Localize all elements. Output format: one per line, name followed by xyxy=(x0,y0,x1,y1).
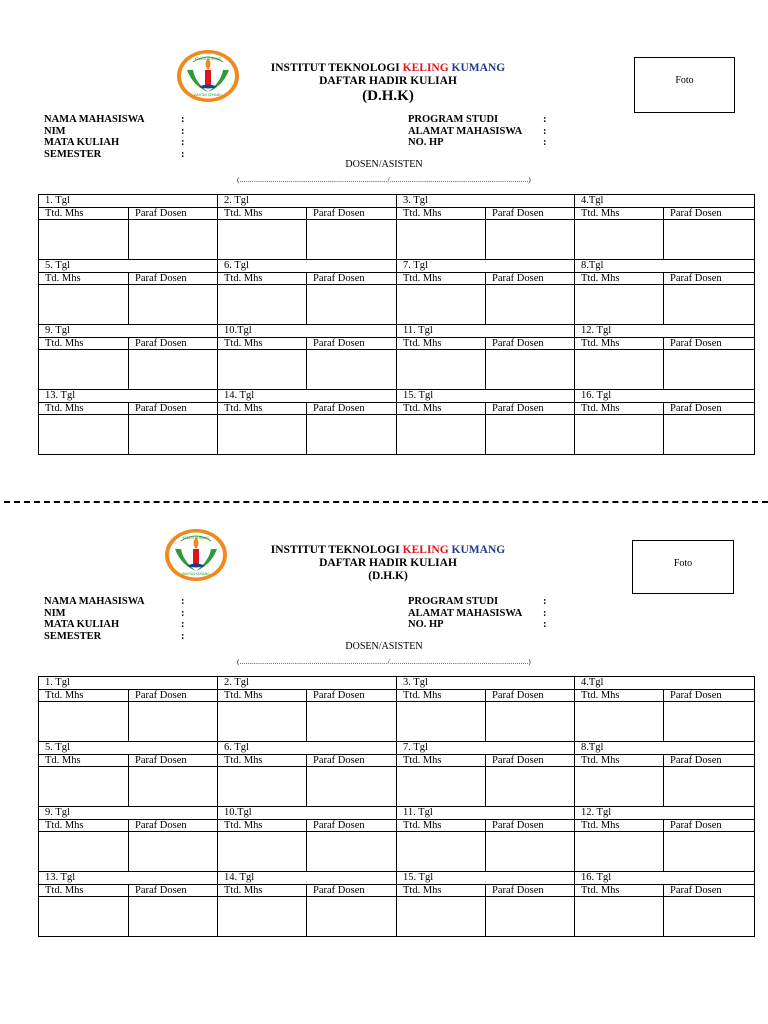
field-alamat-mahasiswa: ALAMAT MAHASISWA xyxy=(408,125,523,137)
field-nim: NIM xyxy=(44,125,66,137)
session-date-cell: 9. Tgl xyxy=(39,807,218,820)
ttd-mhs-label: Ttd. Mhs xyxy=(397,338,486,350)
logo-top-text: KELING KUMANG xyxy=(182,536,210,540)
lecturer-initial-cell[interactable] xyxy=(486,767,575,807)
ttd-mhs-label: Ttd. Mhs xyxy=(39,338,129,350)
student-signature-cell[interactable] xyxy=(218,415,307,455)
student-signature-cell[interactable] xyxy=(39,220,129,260)
lecturer-initial-cell[interactable] xyxy=(307,285,397,325)
ttd-mhs-label: Ttd. Mhs xyxy=(39,820,129,832)
paraf-dosen-label: Paraf Dosen xyxy=(307,273,397,285)
colon: : xyxy=(181,114,185,125)
colon: : xyxy=(181,619,185,630)
session-date-cell: 3. Tgl xyxy=(397,195,575,208)
session-date-cell: 2. Tgl xyxy=(218,195,397,208)
lecturer-initial-cell[interactable] xyxy=(129,897,218,937)
form-title: DAFTAR HADIR KULIAH xyxy=(319,75,457,87)
paraf-dosen-label: Paraf Dosen xyxy=(307,403,397,415)
colon: : xyxy=(543,125,547,137)
student-signature-cell[interactable] xyxy=(575,415,664,455)
paraf-dosen-label: Paraf Dosen xyxy=(129,403,218,415)
ttd-mhs-label: Ttd. Mhs xyxy=(575,885,664,897)
student-signature-cell[interactable] xyxy=(39,350,129,390)
lecturer-initial-cell[interactable] xyxy=(486,285,575,325)
paraf-dosen-label: Paraf Dosen xyxy=(486,755,575,767)
paraf-dosen-label: Paraf Dosen xyxy=(129,690,218,702)
lecturer-initial-cell[interactable] xyxy=(486,220,575,260)
lecturer-initial-cell[interactable] xyxy=(664,767,755,807)
student-signature-cell[interactable] xyxy=(39,285,129,325)
paraf-dosen-label: Paraf Dosen xyxy=(664,338,755,350)
paraf-dosen-label: Paraf Dosen xyxy=(307,885,397,897)
session-date-cell: 12. Tgl xyxy=(575,807,755,820)
lecturer-initial-cell[interactable] xyxy=(129,702,218,742)
colon: : xyxy=(181,596,185,607)
lecturer-initial-cell[interactable] xyxy=(129,767,218,807)
attendance-form-bottom xyxy=(0,482,768,962)
ttd-mhs-label: Ttd. Mhs xyxy=(575,208,664,220)
ttd-mhs-label: Ttd. Mhs xyxy=(218,403,307,415)
lecturer-initial-cell[interactable] xyxy=(486,415,575,455)
field-nama-mahasiswa: NAMA MAHASISWA xyxy=(44,596,145,607)
paraf-dosen-label: Paraf Dosen xyxy=(486,820,575,832)
photo-box xyxy=(632,540,734,594)
ttd-mhs-label: Ttd. Mhs xyxy=(575,273,664,285)
student-signature-cell[interactable] xyxy=(39,832,129,872)
ttd-mhs-label: Ttd. Mhs xyxy=(397,885,486,897)
field-no-hp: NO. HP xyxy=(408,619,444,630)
student-signature-cell[interactable] xyxy=(397,220,486,260)
paraf-dosen-label: Paraf Dosen xyxy=(307,755,397,767)
lecturer-initial-cell[interactable] xyxy=(129,415,218,455)
colon: : xyxy=(181,148,185,160)
student-signature-cell[interactable] xyxy=(397,832,486,872)
paraf-dosen-label: Paraf Dosen xyxy=(307,690,397,702)
field-mata-kuliah: MATA KULIAH xyxy=(44,137,120,148)
ttd-mhs-label: Ttd. Mhs xyxy=(397,273,486,285)
student-signature-cell[interactable] xyxy=(39,415,129,455)
lecturer-initial-cell[interactable] xyxy=(486,832,575,872)
ttd-mhs-label: Ttd. Mhs xyxy=(397,690,486,702)
student-signature-cell[interactable] xyxy=(39,702,129,742)
logo-bottom-text: BAHTAJI SEMANG xyxy=(194,93,222,97)
student-signature-cell[interactable] xyxy=(397,350,486,390)
ttd-mhs-label: Ttd. Mhs xyxy=(218,273,307,285)
session-date-cell: 16. Tgl xyxy=(575,872,755,885)
field-nim: NIM xyxy=(44,607,66,619)
paraf-dosen-label: Paraf Dosen xyxy=(486,338,575,350)
paraf-dosen-label: Paraf Dosen xyxy=(129,885,218,897)
lecturer-initial-cell[interactable] xyxy=(486,350,575,390)
student-signature-cell[interactable] xyxy=(218,702,307,742)
ttd-mhs-label: Ttd. Mhs xyxy=(218,338,307,350)
field-program-studi: PROGRAM STUDI xyxy=(408,114,499,125)
lecturer-initial-cell[interactable] xyxy=(664,415,755,455)
institute-name: INSTITUT TEKNOLOGI KELING KUMANG xyxy=(270,62,506,74)
session-date-cell: 8.Tgl xyxy=(575,742,755,755)
lecturer-initial-cell[interactable] xyxy=(664,220,755,260)
ttd-mhs-label: Ttd. Mhs xyxy=(397,755,486,767)
ttd-mhs-label: Ttd. Mhs xyxy=(575,820,664,832)
lecturer-initial-cell[interactable] xyxy=(307,350,397,390)
session-date-cell: 10.Tgl xyxy=(218,807,397,820)
session-date-cell: 6. Tgl xyxy=(218,742,397,755)
paraf-dosen-label: Paraf Dosen xyxy=(664,820,755,832)
session-date-cell: 6. Tgl xyxy=(218,260,397,273)
student-signature-cell[interactable] xyxy=(575,285,664,325)
form-header xyxy=(238,62,538,105)
ttd-mhs-label: Ttd. Mhs xyxy=(575,403,664,415)
ttd-mhs-label: Ttd. Mhs xyxy=(218,755,307,767)
paraf-dosen-label: Paraf Dosen xyxy=(307,208,397,220)
lecturer-initial-cell[interactable] xyxy=(664,702,755,742)
ttd-mhs-label: Ttd. Mhs xyxy=(397,403,486,415)
paraf-dosen-label: Paraf Dosen xyxy=(129,208,218,220)
session-date-cell: 7. Tgl xyxy=(397,742,575,755)
student-signature-cell[interactable] xyxy=(397,702,486,742)
session-date-cell: 16. Tgl xyxy=(575,390,755,403)
lecturer-initial-cell[interactable] xyxy=(486,897,575,937)
logo-top-text: KELING KUMANG xyxy=(194,57,222,61)
photo-label: Foto xyxy=(673,558,693,569)
lecturer-initial-cell[interactable] xyxy=(129,285,218,325)
session-date-cell: 2. Tgl xyxy=(218,677,397,690)
ttd-mhs-label: Td. Mhs xyxy=(39,755,129,767)
student-signature-cell[interactable] xyxy=(397,415,486,455)
colon: : xyxy=(543,114,547,125)
colon: : xyxy=(543,619,547,630)
ttd-mhs-label: Ttd. Mhs xyxy=(39,208,129,220)
field-nama-mahasiswa: NAMA MAHASISWA xyxy=(44,114,145,125)
session-date-cell: 1. Tgl xyxy=(39,195,218,208)
ttd-mhs-label: Ttd. Mhs xyxy=(39,690,129,702)
lecturer-initial-cell[interactable] xyxy=(129,220,218,260)
paraf-dosen-label: Paraf Dosen xyxy=(664,755,755,767)
session-date-cell: 9. Tgl xyxy=(39,325,218,338)
lecturer-initial-cell[interactable] xyxy=(307,702,397,742)
paraf-dosen-label: Paraf Dosen xyxy=(129,273,218,285)
session-date-cell: 15. Tgl xyxy=(397,872,575,885)
photo-box xyxy=(634,57,735,113)
ttd-mhs-label: Ttd. Mhs xyxy=(397,820,486,832)
paraf-dosen-label: Paraf Dosen xyxy=(486,885,575,897)
ttd-mhs-label: Ttd. Mhs xyxy=(575,755,664,767)
lecturer-initial-cell[interactable] xyxy=(664,285,755,325)
session-date-cell: 13. Tgl xyxy=(39,872,218,885)
dosen-label: DOSEN/ASISTEN xyxy=(345,159,423,170)
paraf-dosen-label: Paraf Dosen xyxy=(129,755,218,767)
ttd-mhs-label: Ttd. Mhs xyxy=(575,338,664,350)
student-signature-cell[interactable] xyxy=(218,832,307,872)
paraf-dosen-label: Paraf Dosen xyxy=(486,690,575,702)
form-title: DAFTAR HADIR KULIAH xyxy=(319,557,457,569)
student-signature-cell[interactable] xyxy=(218,285,307,325)
lecturer-initial-cell[interactable] xyxy=(664,832,755,872)
paraf-dosen-label: Paraf Dosen xyxy=(664,885,755,897)
ttd-mhs-label: Ttd. Mhs xyxy=(39,885,129,897)
session-date-cell: 5. Tgl xyxy=(39,742,218,755)
field-semester: SEMESTER xyxy=(44,630,102,642)
lecturer-initial-cell[interactable] xyxy=(307,767,397,807)
student-signature-cell[interactable] xyxy=(218,220,307,260)
ttd-mhs-label: Ttd. Mhs xyxy=(39,403,129,415)
paraf-dosen-label: Paraf Dosen xyxy=(129,338,218,350)
paraf-dosen-label: Paraf Dosen xyxy=(486,273,575,285)
student-signature-cell[interactable] xyxy=(39,897,129,937)
dosen-signature-line: (............................................................................/.......................................................................) xyxy=(237,176,531,184)
colon: : xyxy=(181,125,185,137)
paraf-dosen-label: Paraf Dosen xyxy=(307,338,397,350)
ttd-mhs-label: Ttd. Mhs xyxy=(575,690,664,702)
ttd-mhs-label: Td. Mhs xyxy=(39,273,129,285)
session-date-cell: 13. Tgl xyxy=(39,390,218,403)
session-date-cell: 5. Tgl xyxy=(39,260,218,273)
lecturer-initial-cell[interactable] xyxy=(129,832,218,872)
session-date-cell: 11. Tgl xyxy=(397,807,575,820)
colon: : xyxy=(543,137,547,148)
student-signature-cell[interactable] xyxy=(575,767,664,807)
photo-label: Foto xyxy=(675,75,694,86)
paraf-dosen-label: Paraf Dosen xyxy=(664,208,755,220)
paraf-dosen-label: Paraf Dosen xyxy=(486,208,575,220)
paraf-dosen-label: Paraf Dosen xyxy=(664,690,755,702)
session-date-cell: 4.Tgl xyxy=(575,195,755,208)
paraf-dosen-label: Paraf Dosen xyxy=(664,403,755,415)
session-date-cell: 14. Tgl xyxy=(218,390,397,403)
colon: : xyxy=(181,137,185,148)
ttd-mhs-label: Ttd. Mhs xyxy=(218,208,307,220)
lecturer-initial-cell[interactable] xyxy=(664,897,755,937)
student-signature-cell[interactable] xyxy=(575,832,664,872)
field-program-studi: PROGRAM STUDI xyxy=(408,596,499,607)
student-signature-cell[interactable] xyxy=(218,767,307,807)
institute-name: INSTITUT TEKNOLOGI KELING KUMANG xyxy=(270,544,506,556)
logo-bottom-text: BAHTAJI SEMANG xyxy=(182,572,210,576)
ttd-mhs-label: Ttd. Mhs xyxy=(218,820,307,832)
lecturer-initial-cell[interactable] xyxy=(307,832,397,872)
paraf-dosen-label: Paraf Dosen xyxy=(664,273,755,285)
colon: : xyxy=(543,607,547,619)
dosen-signature-line: (............................................................................/.......................................................................) xyxy=(237,658,531,666)
paraf-dosen-label: Paraf Dosen xyxy=(486,403,575,415)
session-date-cell: 3. Tgl xyxy=(397,677,575,690)
student-signature-cell[interactable] xyxy=(397,285,486,325)
student-signature-cell[interactable] xyxy=(575,897,664,937)
ttd-mhs-label: Ttd. Mhs xyxy=(218,885,307,897)
institute-logo xyxy=(163,527,229,583)
paraf-dosen-label: Paraf Dosen xyxy=(307,820,397,832)
cut-line-separator xyxy=(4,501,768,503)
lecturer-initial-cell[interactable] xyxy=(307,220,397,260)
session-date-cell: 14. Tgl xyxy=(218,872,397,885)
colon: : xyxy=(181,630,185,642)
dosen-label: DOSEN/ASISTEN xyxy=(345,641,423,652)
student-signature-cell[interactable] xyxy=(397,767,486,807)
student-signature-cell[interactable] xyxy=(575,220,664,260)
ttd-mhs-label: Ttd. Mhs xyxy=(397,208,486,220)
session-date-cell: 7. Tgl xyxy=(397,260,575,273)
lecturer-initial-cell[interactable] xyxy=(129,350,218,390)
field-alamat-mahasiswa: ALAMAT MAHASISWA xyxy=(408,607,523,619)
attendance-grid xyxy=(38,194,755,455)
student-signature-cell[interactable] xyxy=(39,767,129,807)
session-date-cell: 11. Tgl xyxy=(397,325,575,338)
student-signature-cell[interactable] xyxy=(218,897,307,937)
student-signature-cell[interactable] xyxy=(218,350,307,390)
student-signature-cell[interactable] xyxy=(397,897,486,937)
lecturer-initial-cell[interactable] xyxy=(486,702,575,742)
field-no-hp: NO. HP xyxy=(408,137,444,148)
institute-logo xyxy=(175,48,241,104)
form-code: (D.H.K) xyxy=(362,88,414,104)
form-header xyxy=(238,544,538,583)
student-signature-cell[interactable] xyxy=(575,350,664,390)
student-signature-cell[interactable] xyxy=(575,702,664,742)
session-date-cell: 10.Tgl xyxy=(218,325,397,338)
session-date-cell: 12. Tgl xyxy=(575,325,755,338)
lecturer-initial-cell[interactable] xyxy=(664,350,755,390)
lecturer-initial-cell[interactable] xyxy=(307,897,397,937)
paraf-dosen-label: Paraf Dosen xyxy=(129,820,218,832)
field-mata-kuliah: MATA KULIAH xyxy=(44,619,120,630)
colon: : xyxy=(181,607,185,619)
session-date-cell: 8.Tgl xyxy=(575,260,755,273)
session-date-cell: 1. Tgl xyxy=(39,677,218,690)
colon: : xyxy=(543,596,547,607)
session-date-cell: 4.Tgl xyxy=(575,677,755,690)
lecturer-initial-cell[interactable] xyxy=(307,415,397,455)
form-code: (D.H.K) xyxy=(368,570,408,582)
session-date-cell: 15. Tgl xyxy=(397,390,575,403)
attendance-form-top xyxy=(0,0,768,480)
ttd-mhs-label: Ttd. Mhs xyxy=(218,690,307,702)
attendance-grid xyxy=(38,676,755,937)
field-semester: SEMESTER xyxy=(44,148,102,160)
